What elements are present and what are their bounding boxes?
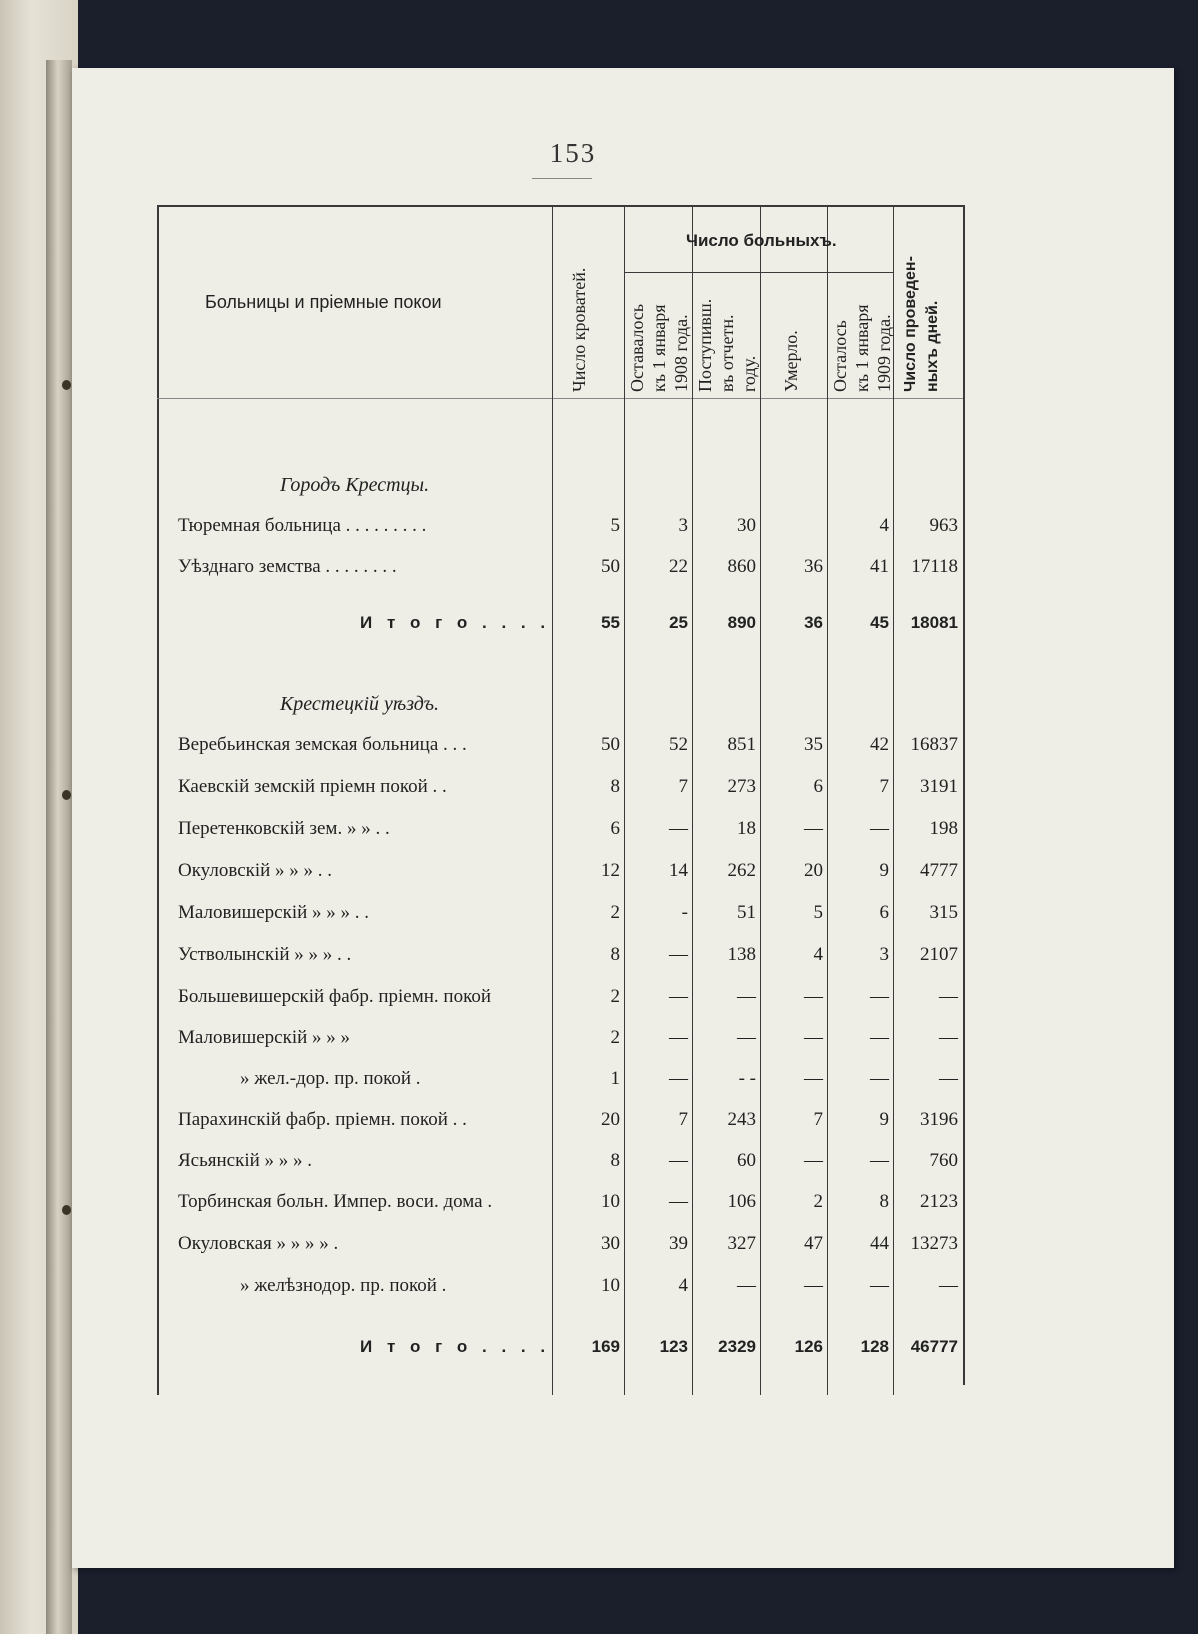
cell-died: 36 xyxy=(804,613,823,632)
cell-r1908: 39 xyxy=(669,1233,688,1254)
cell-days: 46777 xyxy=(910,1337,958,1356)
cell-beds: 30 xyxy=(601,1233,620,1254)
cell-days: 18081 xyxy=(910,613,958,632)
cell-r1908: 3 xyxy=(678,515,688,536)
cell-r1909: — xyxy=(870,1068,889,1089)
cell-died: 7 xyxy=(813,1109,823,1130)
cell-r1908: — xyxy=(669,1191,688,1212)
cell-admitted: — xyxy=(737,1275,756,1296)
cell-beds: 55 xyxy=(601,613,620,632)
cell-r1909: — xyxy=(870,1027,889,1048)
cell-beds: 50 xyxy=(601,556,620,577)
cell-admitted: 30 xyxy=(737,515,756,536)
cell-r1909: 3 xyxy=(879,944,889,965)
column-rule xyxy=(827,205,828,1395)
cell-died: — xyxy=(804,1027,823,1048)
cell-r1909: 128 xyxy=(860,1337,889,1356)
cell-r1909: 44 xyxy=(870,1233,889,1254)
cell-beds: 10 xyxy=(601,1191,620,1212)
cell-died: 35 xyxy=(804,734,823,755)
row-label: Тюремная больница . . . . . . . . . xyxy=(178,515,427,536)
cell-beds: 8 xyxy=(610,1150,620,1171)
header-remained-1908: Оставалось къ 1 января 1908 года. xyxy=(627,303,691,392)
cell-admitted: 273 xyxy=(727,776,756,797)
cell-r1909: 7 xyxy=(879,776,889,797)
row-label: Маловишерскій » » » xyxy=(178,1027,351,1048)
row-label: Каевскій земскій пріемн покой . . xyxy=(178,776,447,797)
cell-admitted: — xyxy=(737,986,756,1007)
cell-admitted: 851 xyxy=(727,734,756,755)
cell-r1909: — xyxy=(870,986,889,1007)
cell-admitted: 2329 xyxy=(718,1337,756,1356)
cell-r1908: 123 xyxy=(659,1337,688,1356)
cell-r1908: - xyxy=(681,902,688,923)
cell-died: 4 xyxy=(813,944,823,965)
cell-r1908: — xyxy=(669,944,688,965)
section-heading: Городъ Крестцы. xyxy=(280,474,430,496)
cell-days: — xyxy=(939,1275,958,1296)
cell-admitted: 262 xyxy=(727,860,756,881)
cell-r1909: 6 xyxy=(879,902,889,923)
cell-beds: 5 xyxy=(610,515,620,536)
total-label: И т о г о . . . . xyxy=(360,613,551,632)
row-label: » желѣзнодор. пр. покой . xyxy=(240,1275,447,1296)
cell-admitted: 138 xyxy=(727,944,756,965)
table-right-rule xyxy=(963,205,965,1385)
cell-days: 315 xyxy=(929,902,958,923)
header-days: Число проведен- ныхъ дней. xyxy=(902,256,941,392)
cell-admitted: 60 xyxy=(737,1150,756,1171)
column-rule xyxy=(692,205,693,1395)
cell-r1909: 41 xyxy=(870,556,889,577)
cell-days: 760 xyxy=(929,1150,958,1171)
cell-r1908: 25 xyxy=(669,613,688,632)
cell-died: — xyxy=(804,1150,823,1171)
group-header-rule xyxy=(624,272,893,273)
total-label: И т о г о . . . . xyxy=(360,1337,551,1356)
row-label: Парахинскій фабр. пріемн. покой . . xyxy=(178,1109,467,1130)
cell-days: 963 xyxy=(929,515,958,536)
cell-died: 36 xyxy=(804,556,823,577)
column-rule xyxy=(760,205,761,1395)
cell-beds: 8 xyxy=(610,944,620,965)
cell-beds: 12 xyxy=(601,860,620,881)
cell-days: 17118 xyxy=(911,556,958,577)
cell-days: 3191 xyxy=(920,776,958,797)
cell-days: — xyxy=(939,1027,958,1048)
cell-days: 13273 xyxy=(910,1233,958,1254)
cell-died: 47 xyxy=(804,1233,823,1254)
book-gutter xyxy=(46,60,72,1634)
cell-died: 5 xyxy=(813,902,823,923)
header-bottom-rule xyxy=(157,398,963,399)
cell-r1909: 45 xyxy=(870,613,889,632)
cell-r1909: 4 xyxy=(879,515,889,536)
cell-beds: 2 xyxy=(610,986,620,1007)
header-hospitals: Больницы и пріемные покои xyxy=(205,292,442,312)
cell-died: — xyxy=(804,1068,823,1089)
header-died: Умерло. xyxy=(781,330,801,392)
cell-days: 3196 xyxy=(920,1109,958,1130)
row-label: Веребьинская земская больница . . . xyxy=(178,734,467,755)
cell-r1909: 9 xyxy=(879,860,889,881)
binding-thread-mark xyxy=(62,380,71,390)
header-remained-1909: Осталось къ 1 января 1909 года. xyxy=(830,304,894,392)
cell-r1908: 52 xyxy=(669,734,688,755)
cell-days: 2123 xyxy=(920,1191,958,1212)
cell-beds: 6 xyxy=(610,818,620,839)
row-label: Уѣзднаго земства . . . . . . . . xyxy=(178,556,397,577)
cell-r1909: 8 xyxy=(879,1191,889,1212)
cell-days: 198 xyxy=(929,818,958,839)
cell-died: 2 xyxy=(813,1191,823,1212)
cell-r1908: 7 xyxy=(678,1109,688,1130)
cell-beds: 2 xyxy=(610,902,620,923)
cell-r1909: 42 xyxy=(870,734,889,755)
cell-beds: 50 xyxy=(601,734,620,755)
row-label: Окуловская » » » » . xyxy=(178,1233,339,1254)
cell-days: 16837 xyxy=(910,734,958,755)
cell-admitted: 327 xyxy=(727,1233,756,1254)
cell-admitted: 51 xyxy=(737,902,756,923)
cell-days: — xyxy=(939,1068,958,1089)
table-top-rule xyxy=(157,205,963,207)
cell-r1908: — xyxy=(669,1027,688,1048)
binding-thread-mark xyxy=(62,1205,71,1215)
header-number-of-patients: Число больныхъ. xyxy=(686,231,837,250)
cell-beds: 8 xyxy=(610,776,620,797)
cell-admitted: - - xyxy=(738,1068,756,1089)
section-heading: Крестецкій уѣздъ. xyxy=(280,693,439,715)
cell-r1909: — xyxy=(870,1150,889,1171)
row-label: Торбинская больн. Импер. воси. дома . xyxy=(178,1191,493,1212)
cell-r1908: 22 xyxy=(669,556,688,577)
cell-days: 4777 xyxy=(920,860,958,881)
row-label: Маловишерскій » » » . . xyxy=(178,902,370,923)
row-label: Окуловскій » » » . . xyxy=(178,860,333,881)
cell-died: 126 xyxy=(794,1337,823,1356)
cell-admitted: 243 xyxy=(727,1109,756,1130)
cell-r1909: — xyxy=(870,1275,889,1296)
cell-admitted: 860 xyxy=(727,556,756,577)
row-label: » жел.-дор. пр. покой . xyxy=(240,1068,421,1089)
cell-r1909: 9 xyxy=(879,1109,889,1130)
cell-died: — xyxy=(804,1275,823,1296)
header-admitted: Поступивш. въ отчетн. году. xyxy=(695,298,759,392)
cell-died: 6 xyxy=(813,776,823,797)
cell-admitted: 106 xyxy=(727,1191,756,1212)
cell-days: 2107 xyxy=(920,944,958,965)
cell-died: — xyxy=(804,986,823,1007)
cell-r1908: — xyxy=(669,986,688,1007)
cell-r1908: 14 xyxy=(669,860,688,881)
cell-died: — xyxy=(804,818,823,839)
cell-admitted: 18 xyxy=(737,818,756,839)
cell-died: 20 xyxy=(804,860,823,881)
cell-r1908: — xyxy=(669,1150,688,1171)
column-rule xyxy=(552,205,553,1395)
cell-beds: 20 xyxy=(601,1109,620,1130)
column-rule xyxy=(624,205,625,1395)
row-label: Перетенковскій зем. » » . . xyxy=(178,818,390,839)
page-number-flourish xyxy=(532,178,592,182)
row-label: Большевишерскій фабр. пріемн. покой xyxy=(178,986,492,1007)
cell-admitted: 890 xyxy=(727,613,756,632)
header-beds: Число кроватей. xyxy=(569,267,589,392)
cell-days: — xyxy=(939,986,958,1007)
table-left-rule xyxy=(157,205,159,1395)
row-label: Устволынскій » » » . . xyxy=(178,944,352,965)
cell-beds: 10 xyxy=(601,1275,620,1296)
cell-beds: 2 xyxy=(610,1027,620,1048)
cell-beds: 169 xyxy=(591,1337,620,1356)
cell-r1908: 4 xyxy=(678,1275,688,1296)
cell-r1908: — xyxy=(669,818,688,839)
binding-thread-mark xyxy=(62,790,71,800)
cell-r1908: 7 xyxy=(678,776,688,797)
cell-r1909: — xyxy=(870,818,889,839)
page-number: 153 xyxy=(549,138,597,168)
row-label: Ясьянскій » » » . xyxy=(178,1150,313,1171)
cell-beds: 1 xyxy=(610,1068,620,1089)
cell-r1908: — xyxy=(669,1068,688,1089)
cell-admitted: — xyxy=(737,1027,756,1048)
